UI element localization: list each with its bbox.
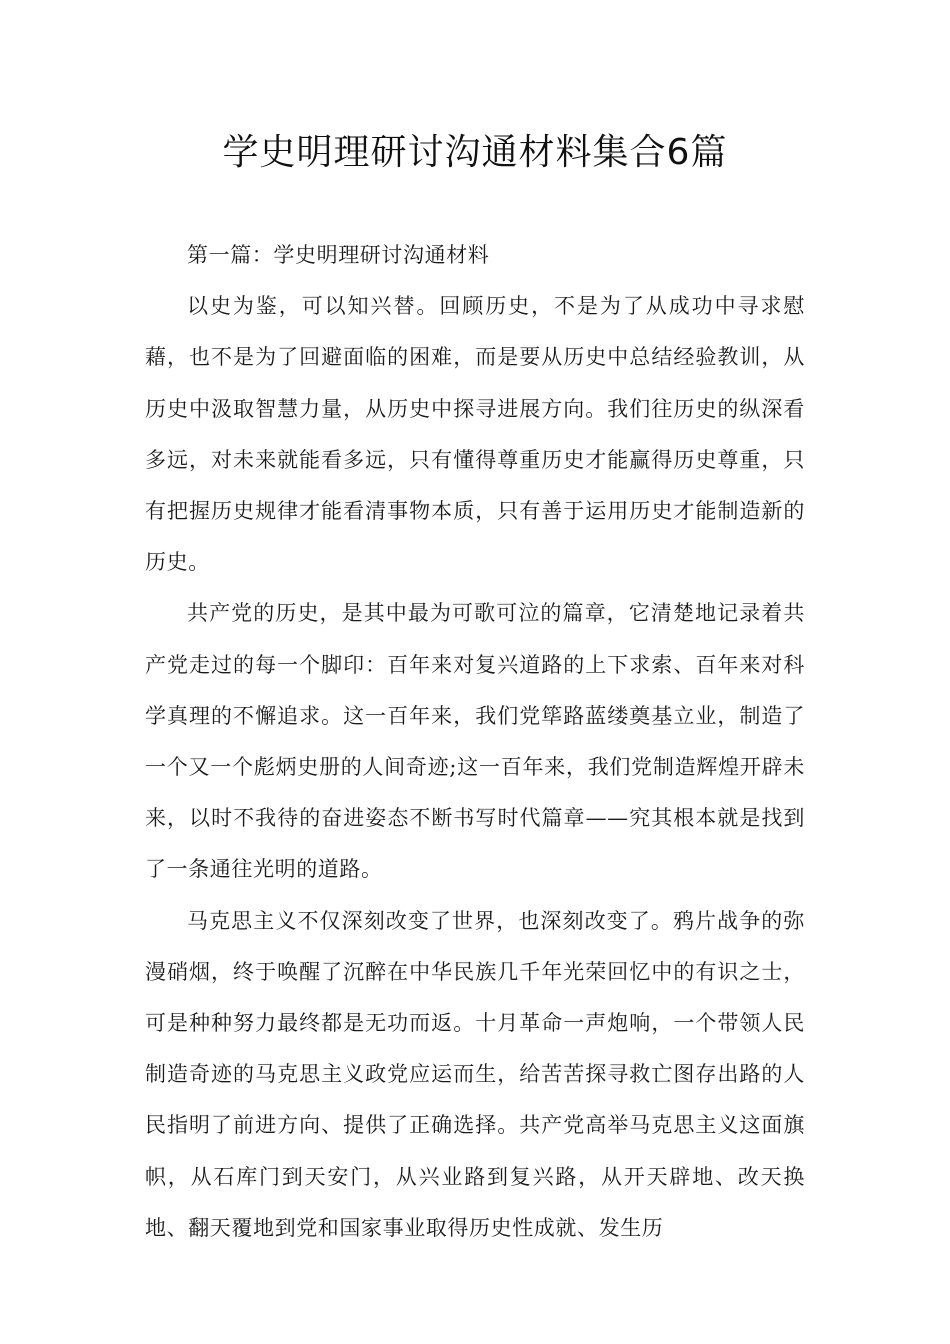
- paragraph-3: 马克思主义不仅深刻改变了世界，也深刻改变了。鸦片战争的弥漫硝烟，终于唤醒了沉醉在中华民族几千年光荣回忆中的有识之士，可是种种努力最终都是无功而返。十月革命一声炮响，一个带领人民制造奇迹的马克思主义政党应运而生，给苦苦探寻救亡图存出路的人民指明了前进方向、提供了正确选择。共产党高举马克思主义这面旗帜，从石库门到天安门，从兴业路到复兴路，从开天辟地、改天换地、翻天覆地到党和国家事业取得历史性成就、发生历: [145, 908, 805, 1240]
- section-heading: 第一篇：学史明理研讨沟通材料: [187, 243, 490, 267]
- document-title: 学史明理研讨沟通材料集合6篇: [222, 132, 728, 173]
- paragraph-1: 以史为鉴，可以知兴替。回顾历史，不是为了从成功中寻求慰藉，也不是为了回避面临的困难，而是要从历史中总结经验教训，从历史中汲取智慧力量，从历史中探寻进展方向。我们往历史的纵深看多远，对未来就能看多远，只有懂得尊重历史才能赢得历史尊重，只有把握历史规律才能看清事物本质，只有善于运用历史才能制造新的历史。: [145, 294, 805, 575]
- document-body: [145, 230, 805, 1254]
- paragraph-2: 共产党的历史，是其中最为可歌可泣的篇章，它清楚地记录着共产党走过的每一个脚印：百年来对复兴道路的上下求索、百年来对科学真理的不懈追求。这一百年来，我们党筚路蓝缕奠基立业，制造了一个又一个彪炳史册的人间奇迹;这一百年来，我们党制造辉煌开辟未来，以时不我待的奋进姿态不断书写时代篇章——究其根本就是找到了一条通往光明的道路。: [145, 601, 805, 882]
